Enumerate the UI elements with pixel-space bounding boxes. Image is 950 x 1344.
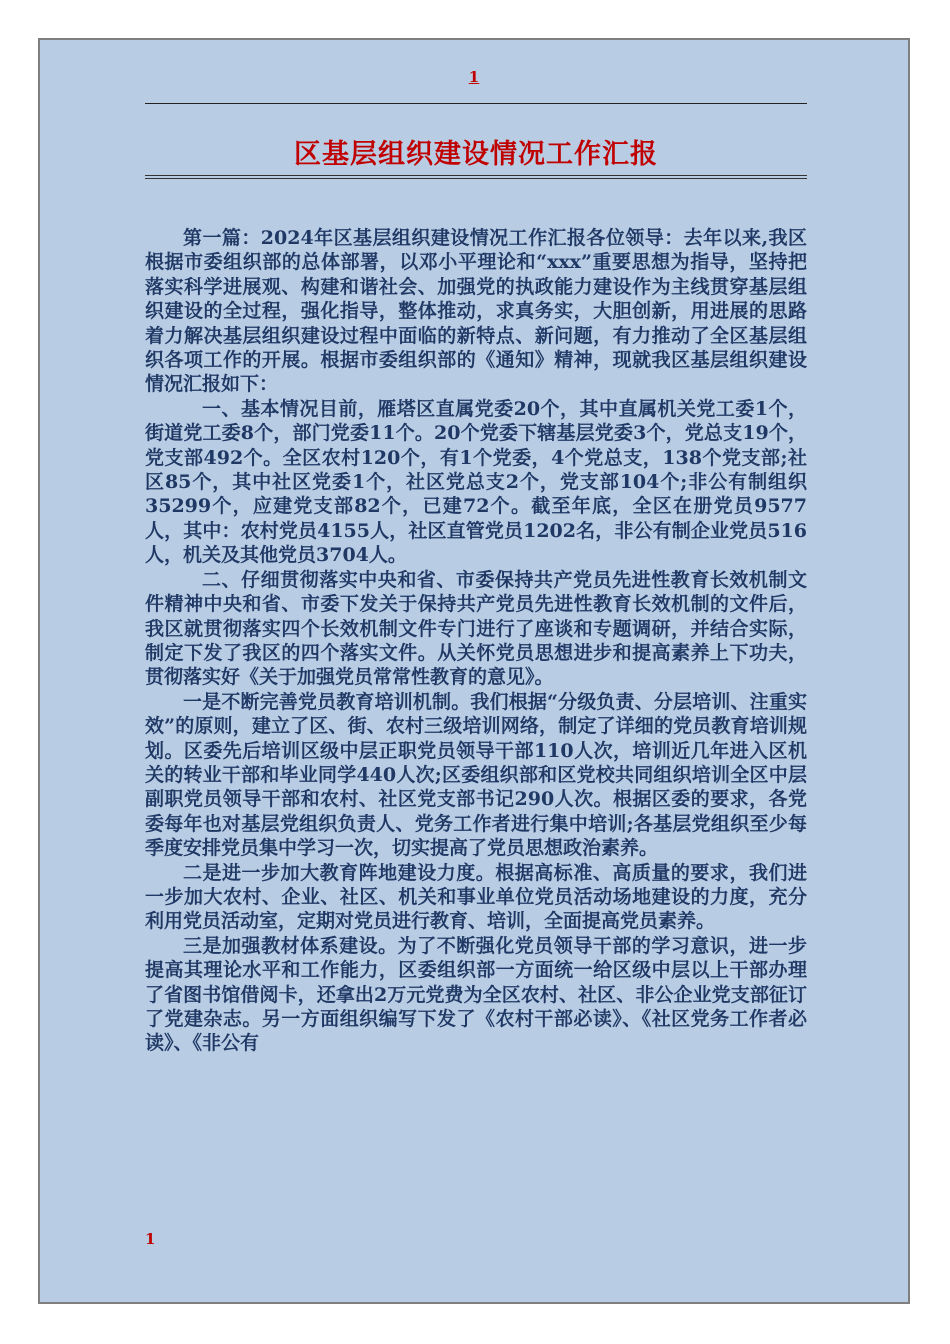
title-divider — [145, 175, 807, 179]
paragraph-teaching-materials: 三是加强教材体系建设。为了不断强化党员领导干部的学习意识，进一步提高其理论水平和工作能力，区委组织部一方面统一给区级中层以上干部办理了省图书馆借阅卡，还拿出2万元党费为全区农村、社区、非公企业党支部征订了党建杂志。另一方面组织编写下发了《农村干部必读》、《社区党务工作者必读》、《非公有 — [145, 934, 807, 1055]
header-divider — [145, 103, 807, 104]
footer-page-number: 1 — [145, 1230, 156, 1248]
paragraph-education-venues: 二是进一步加大教育阵地建设力度。根据高标准、高质量的要求，我们进一步加大农村、企业、社区、机关和事业单位党员活动场地建设的力度，充分利用党员活动室，定期对党员进行教育、培训，全面提高党员素养。 — [145, 861, 807, 933]
paragraph-training-mechanism: 一是不断完善党员教育培训机制。我们根据“分级负责、分层培训、注重实效”的原则，建立了区、街、农村三级培训网络，制定了详细的党员教育培训规划。区委先后培训区级中层正职党员领导干部110人次，培训近几年进入区机关的转业干部和毕业同学440人次;区委组织部和区党校共同组织培训全区中层副职党员领导干部和农村、社区党支部书记290人次。根据区委的要求，各党委每年也对基层党组织负责人、党务工作者进行集中培训;各基层党组织至少每季度安排党员集中学习一次，切实提高了党员思想政治素养。 — [145, 690, 807, 860]
paragraph-basic-situation: 一、基本情况目前，雁塔区直属党委20个，其中直属机关党工委1个，街道党工委8个，部门党委11个。20个党委下辖基层党委3个，党总支19个，党支部492个。全区农村120个，有1个党委，4个党总支，138个党支部;社区85个，其中社区党委1个，社区党总支2个，党支部104个;非公有制组织35299个，应建党支部82个，已建72个。截至年底，全区在册党员9577人，其中：农村党员4155人，社区直管党员1202名，非公有制企业党员516人，机关及其他党员3704人。 — [145, 397, 807, 567]
document-body — [145, 226, 807, 1186]
document-title: 区基层组织建设情况工作汇报 — [294, 139, 658, 170]
paragraph-intro: 第一篇：2024年区基层组织建设情况工作汇报各位领导：去年以来,我区根据市委组织部的总体部署，以邓小平理论和“xxx”重要思想为指导，坚持把落实科学进展观、构建和谐社会、加强党的执政能力建设作为主线贯穿基层组织建设的全过程，强化指导，整体推动，求真务实，大胆创新，用进展的思路着力解决基层组织建设过程中面临的新特点、新问题，有力推动了全区基层组织各项工作的开展。根据市委组织部的《通知》精神，现就我区基层组织建设情况汇报如下： — [145, 227, 807, 396]
header-page-number: 1 — [468, 68, 480, 86]
paragraph-implementation: 二、仔细贯彻落实中央和省、市委保持共产党员先进性教育长效机制文件精神中央和省、市委下发关于保持共产党员先进性教育长效机制的文件后，我区就贯彻落实四个长效机制文件专门进行了座谈和专题调研，并结合实际，制定下发了我区的四个落实文件。从关怀党员思想进步和提高素养上下功夫，贯彻落实好《关于加强党员常常性教育的意见》。 — [145, 568, 807, 689]
document-page — [38, 38, 910, 1304]
